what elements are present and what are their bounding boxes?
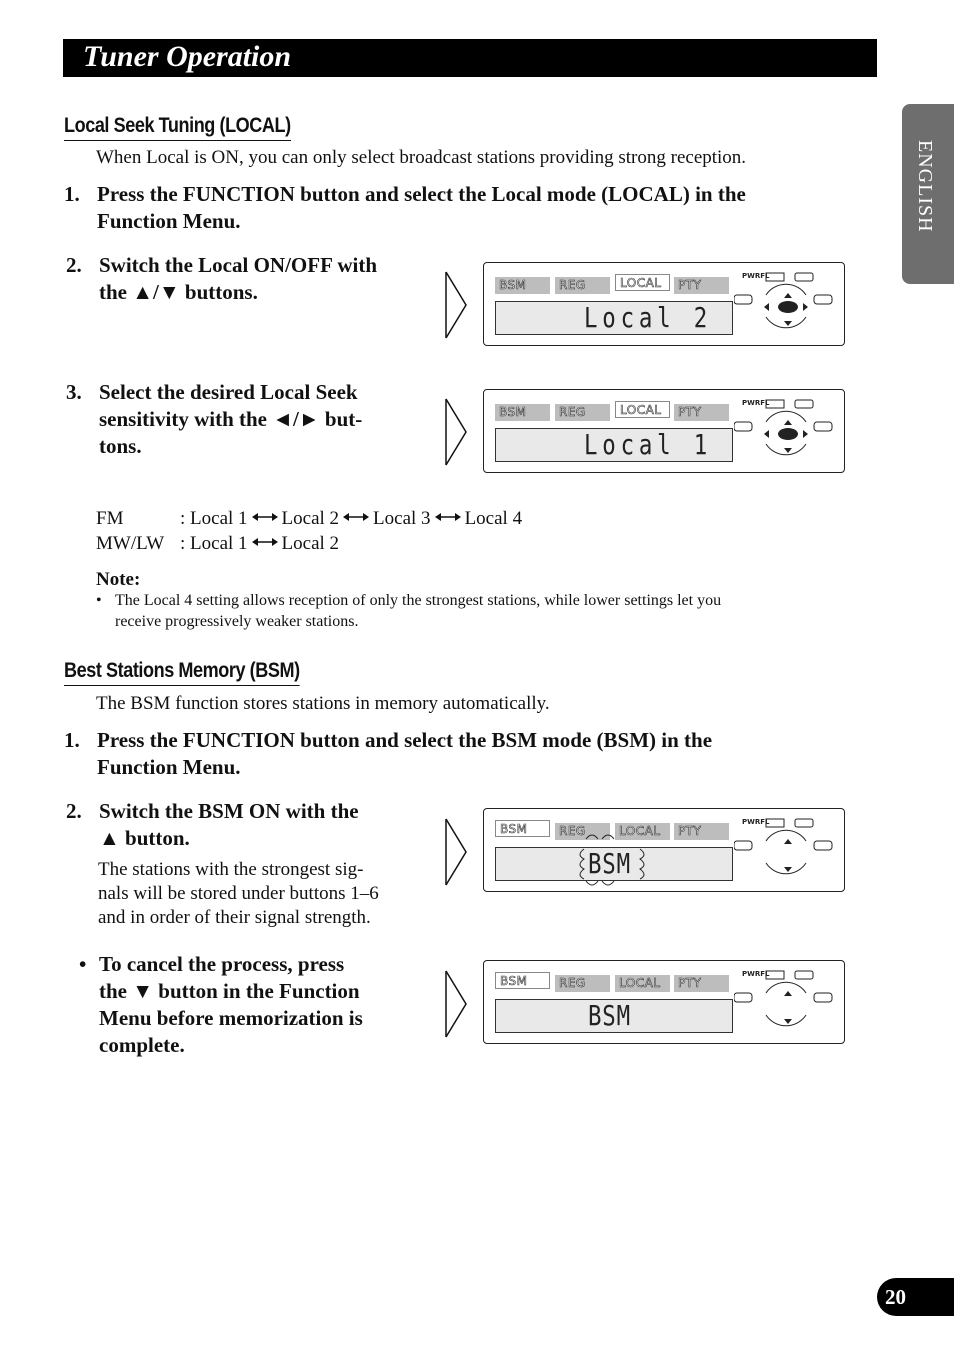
lcd-text: Local 1	[584, 428, 713, 461]
mwlw-label: MW/LW	[96, 533, 165, 554]
lcd-display-local-1	[483, 389, 845, 473]
pwrfl-label: PWRFL	[742, 272, 770, 280]
step-text	[97, 727, 712, 781]
mwlw-sequence	[180, 532, 339, 556]
pointer-arrow-icon	[444, 397, 468, 467]
reg-indicator: REG	[555, 823, 610, 840]
sequence-value: : Local 1	[180, 508, 248, 529]
lcd-text: BSM	[588, 999, 631, 1032]
pty-indicator: PTY	[674, 277, 729, 294]
pty-indicator: PTY	[674, 975, 729, 992]
step-text	[99, 252, 377, 306]
description-line: and in order of their signal strength.	[98, 907, 371, 928]
step-line: Press the FUNCTION button and select the Local mode (LOCAL) in the	[97, 182, 746, 206]
sequence-value: Local 3	[373, 508, 431, 529]
cancel-line: the ▼ button in the Function	[99, 979, 360, 1003]
local-intro: When Local is ON, you can only select broadcast stations providing strong reception.	[96, 147, 747, 168]
bsm-section-heading: Best Stations Memory (BSM)	[64, 659, 300, 686]
language-tab	[902, 104, 954, 284]
title-bar	[63, 39, 877, 77]
bsm-indicator: BSM	[495, 820, 550, 837]
pwrfl-label: PWRFL	[742, 399, 770, 407]
description-line: nals will be stored under buttons 1–6	[98, 883, 379, 904]
step-text	[99, 379, 362, 460]
double-arrow-icon	[252, 537, 278, 547]
double-arrow-icon	[435, 512, 461, 522]
bsm-step-2	[66, 798, 426, 854]
control-pad-icon	[734, 269, 844, 341]
step-number: 1.	[64, 728, 80, 752]
cancel-line: To cancel the process, press	[99, 952, 345, 976]
step-line: Switch the Local ON/OFF with	[99, 253, 378, 277]
pwrfl-label: PWRFL	[742, 818, 770, 826]
step-number: 1.	[64, 182, 80, 206]
reg-indicator: REG	[555, 975, 610, 992]
pty-indicator: PTY	[674, 823, 729, 840]
step-number: 2.	[66, 799, 82, 823]
bsm-step-1	[64, 727, 844, 783]
sequence-value: Local 2	[281, 508, 340, 529]
cancel-text	[99, 951, 363, 1059]
pointer-arrow-icon	[444, 969, 468, 1039]
step-line: Function Menu.	[97, 209, 241, 233]
bsm-indicator: BSM	[495, 277, 550, 294]
local-step-1	[64, 181, 844, 237]
reg-indicator: REG	[555, 277, 610, 294]
local-indicator: LOCAL	[615, 274, 670, 291]
step-line: sensitivity with the ◄/► but-	[99, 407, 363, 431]
step-line: the ▲/▼ buttons.	[99, 280, 258, 304]
fm-label: FM	[96, 508, 124, 529]
double-arrow-icon	[343, 512, 369, 522]
note-label: Note:	[96, 569, 141, 590]
reg-indicator: REG	[555, 404, 610, 421]
local-step-3	[66, 379, 426, 463]
note-bullet: •	[96, 592, 102, 609]
fm-sequence	[180, 507, 522, 531]
note-line: receive progressively weaker stations.	[115, 613, 359, 630]
bsm-indicator: BSM	[495, 404, 550, 421]
step-text	[99, 798, 359, 852]
pointer-arrow-icon	[444, 270, 468, 340]
page-title: Tuner Operation	[83, 40, 292, 73]
pty-indicator: PTY	[674, 404, 729, 421]
bsm-intro: The BSM function stores stations in memory automatically.	[96, 693, 550, 714]
lcd-text: Local 2	[584, 301, 713, 334]
local-indicator: LOCAL	[615, 401, 670, 418]
pointer-arrow-icon	[444, 817, 468, 887]
sequence-value: Local 4	[464, 508, 523, 529]
local-step-2	[66, 252, 426, 308]
step-number: 3.	[66, 380, 82, 404]
lcd-display-local-2	[483, 262, 845, 346]
step-line: ▲ button.	[99, 826, 190, 850]
note-text	[115, 590, 721, 632]
sequence-value: : Local 1	[180, 533, 248, 554]
control-pad-icon	[734, 815, 844, 887]
bullet: •	[79, 952, 87, 976]
bsm-indicator: BSM	[495, 972, 550, 989]
page-number-badge	[877, 1278, 954, 1316]
blinking-marks-icon	[572, 829, 652, 889]
bsm-step-2-description	[98, 858, 379, 930]
step-number: 2.	[66, 253, 82, 277]
language-label: ENGLISH	[914, 140, 936, 233]
lcd-display-bsm-active	[483, 808, 845, 892]
local-section-heading: Local Seek Tuning (LOCAL)	[64, 114, 291, 141]
cancel-line: Menu before memorization is	[99, 1006, 363, 1030]
local-indicator: LOCAL	[615, 975, 670, 992]
step-line: Select the desired Local Seek	[99, 380, 358, 404]
control-pad-icon	[734, 967, 844, 1039]
pwrfl-label: PWRFL	[742, 970, 770, 978]
step-line: Press the FUNCTION button and select the BSM mode (BSM) in the	[97, 728, 713, 752]
double-arrow-icon	[252, 512, 278, 522]
step-line: Function Menu.	[97, 755, 241, 779]
step-line: tons.	[99, 434, 142, 458]
description-line: The stations with the strongest sig-	[98, 859, 364, 880]
page-number: 20	[885, 1285, 906, 1309]
local-indicator: LOCAL	[615, 823, 670, 840]
sequence-value: Local 2	[281, 533, 340, 554]
control-pad-icon	[734, 396, 844, 468]
step-text	[97, 181, 746, 235]
lcd-text: BSM	[588, 847, 631, 880]
bsm-cancel-note	[66, 951, 426, 1063]
lcd-display-bsm	[483, 960, 845, 1044]
note-line: The Local 4 setting allows reception of only the strongest stations, while lower settings let you	[115, 592, 722, 609]
step-line: Switch the BSM ON with the	[99, 799, 359, 823]
cancel-line: complete.	[99, 1033, 185, 1057]
